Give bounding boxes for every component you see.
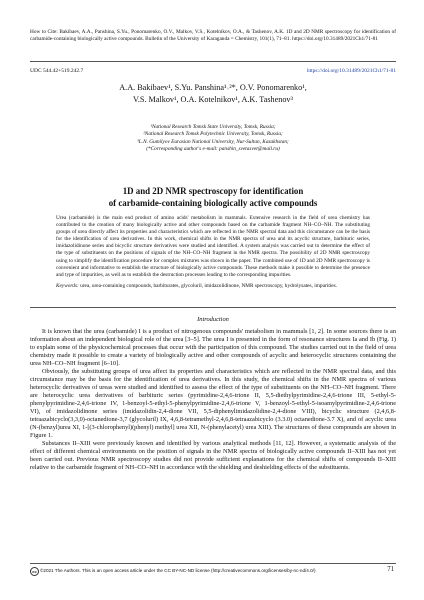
affiliations: [30, 124, 396, 154]
title-line-2: of carbamide-containing biologically active compounds: [108, 197, 318, 208]
article-title: [30, 186, 396, 209]
corresponding-author: (*Corresponding author's e-mail: panshin_svetasvet@mail.ru): [146, 146, 280, 153]
doi-link-wrap: [307, 68, 396, 74]
authors-line-2: V.S. Malkov¹, O.A. Kotelnikov¹, A.K. Tashenov³: [132, 94, 293, 104]
intro-paragraph-2: Obviously, the substituting groups of urea affect its properties and characteristics which are reflected in the NMR spectral data, and this circumstance may be the basis for the identification of urea derivatives. In this study, the chemical shifts in the NMR spectra of various heterocyclic derivatives of ureas were studied and identified to assess the effect of the type of substituents on the NH–CO–NH fragment. There are heterocyclic urea derivatives of barbituric series (pyrimidine-2,4,6-trione II, 5,5-diethylpyrimidine-2,4,6-trione III, 5-ethyl-5-phenylpyrimidine-2,4,6-trione IV, 1-benzoyl-5-ethyl-5-phenylpyrimidine-2,4,6-trione V, 1-benzoyl-5-ethyl-5-isoamylpyrimidine-2,4,6-trione VI), of imidazolidinone series (imidazolidin-2,4-dione VII, 5,5-diphenylimidazolidine-2,4-dione VIII), bicyclic structure (2,4,6,8-tetraazabicyclo(3,3,0)-octanedione-3,7 (glycoluril) IX, 4,6,8-tetramethyl-2,4,6,8-tetraazabicyclo (3.3.0) octanedione-3.7 X), and of acyclic urea (N-(benzyl)urea XI, 1-[(3-chlorophenyl)(phenyl) methyl] urea XII, N-(phenylacetyl) urea XIII). The structures of these compounds are shown in Figure 1.: [30, 368, 396, 439]
keywords: [56, 283, 370, 290]
affiliation-3: ³L.N. Gumilyov Eurasian National University, Nur-Sultan, Kazakhstan;: [137, 138, 289, 145]
header-divider: [30, 61, 396, 62]
udc-code: UDC 544.42+519.242.7: [30, 68, 84, 74]
intro-paragraph-3: Substances II–XIII were previously known and identified by various analytical methods [11, 12]. However, a systematic analysis of the effect of different chemical environments on the position of signals in the NMR spectra of biologically active compounds II–XIII has not yet been carried out. Previous NMR spectroscopy studies did not provide sufficient explanations for the chemical shifts of compounds II–XIII relative to the carbamide fragment of NH–CO–NH in accordance with the shielding and deshielding effects of the substituents.: [30, 440, 396, 471]
abstract-divider: [30, 307, 396, 308]
cc-license-icon: cc: [30, 567, 39, 576]
page-number: 71: [387, 566, 394, 573]
section-heading-introduction: Introduction: [197, 316, 229, 323]
page-footer: [30, 566, 396, 578]
doi-link[interactable]: https://doi.org/10.31489/2021Ch1/71-81: [306, 68, 396, 74]
affiliation-1: ¹National Research Tomsk State University, Tomsk, Russia;: [150, 124, 276, 130]
title-line-1: 1D and 2D NMR spectroscopy for identification: [122, 186, 304, 196]
footer-divider: [30, 563, 396, 564]
how-to-cite: How to Cite: Bakibaev, A.A., Panshina, S.Yu., Ponomarenko, O.V., Malkov, V.S., Kotelnikov, O.A., & Tashenov, A.K. 1D and 2D NMR spectroscopy for identification of carbamide-containing biologically active compounds. Bulletin of the University of Karaganda = Chemistry, 101(1), 71–81. https://doi.org/10.31489/2021Ch1/71-81: [30, 29, 396, 43]
intro-paragraph-1: It is known that the urea (carbamide) I is a product of nitrogenous compounds' metabolism in mammals [1, 2]. In some sources there is an information about an independent biological role of the urea [3–5]. The urea I is presented in the form of resonance structures Ia and Ib (Fig. 1) to explain some of the physicochemical processes that occur with the participation of this compound. The studies carried out in the field of urea chemistry made it possible to create a variety of biologically active and other compounds of acyclic and heterocyclic structures containing the urea NH–CO–NH fragment [6–10].: [30, 328, 396, 367]
keywords-label: Keywords:: [56, 283, 79, 289]
authors-line-1: A.A. Bakibaev¹, S.Yu. Panshina¹˒²*, O.V. Ponomarenko¹,: [119, 83, 307, 92]
authors-block: [30, 82, 396, 106]
affiliation-2: ²National Research Tomsk Polytechnic University, Tomsk, Russia;: [143, 131, 283, 138]
license-text: ©2021 The Authors. This is an open access article under the CC BY-NC-ND license (http://creativecommons.org/licenses/by-nc-nd/4.0/): [40, 568, 316, 573]
keywords-text: urea, urea-containing compounds, barbiturates, glycoluril, imidazolidinone, NMR spectroscopy, hydrolysates, impurities.: [80, 283, 338, 289]
abstract: Urea (carbamide) is the main end product of amino acids' metabolism in mammals. Extensive research in the field of urea chemistry has contributed to the creation of many biologically active and other compounds based on the carbamide fragment NH–CO–NH. The substituting groups of urea directly affect its properties and characteristics which are reflected in the NMR spectral data and this circumstance can be the basis for the identification of urea derivatives. In this work, chemical shifts in the NMR spectra of urea and its acyclic structure, barbituric series, imidazolidinone series and bicyclic structure derivatives were studied and identified. A system analysis was carried out to determine the effect of the type of substituents on the positions of signals of the NH–CO–NH fragment in the NMR spectra. The possibility of 2D NMR spectroscopy using to simplify the identification procedure for complex mixtures was shown in the paper. The combined use of 1D and 2D NMR spectroscopy is convenient and informative to establish the structure of biologically active compounds. These methods make it possible to determine the presence and type of impurities, as well as to establish the destruction processes leading to the corresponding impurities.: [56, 215, 370, 278]
introduction-body: [30, 328, 396, 472]
